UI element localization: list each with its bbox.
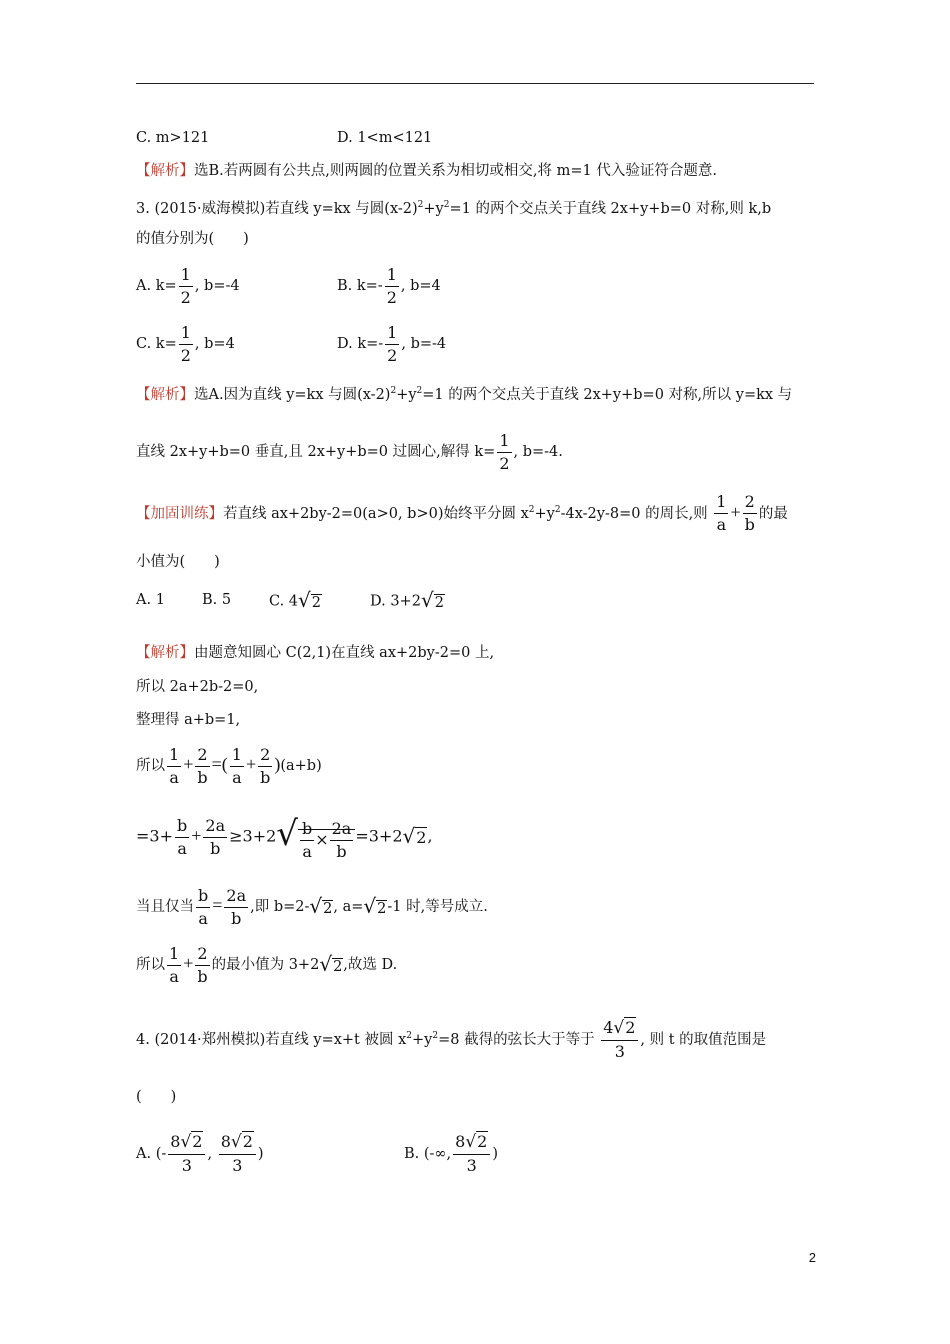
square-root — [465, 1134, 488, 1151]
fraction — [497, 430, 511, 473]
numerator: 1 — [499, 430, 510, 450]
comma: , — [427, 826, 433, 846]
training-option-a: A. 1 — [136, 592, 165, 608]
solution-text: 当且仅当 — [136, 899, 194, 915]
solution-text: (a+b) — [280, 758, 322, 774]
square-root — [309, 885, 333, 930]
numerator: 2 — [197, 744, 208, 764]
fraction — [179, 264, 193, 307]
radicand: 2 — [192, 1132, 203, 1151]
option-value: , b=4 — [400, 278, 441, 294]
solution-tag: 【解析】 — [136, 386, 194, 403]
page-number: 2 — [808, 1250, 816, 1265]
radicand: 2 — [625, 1017, 636, 1037]
training-option-b: B. 5 — [202, 592, 232, 608]
question-4-line-1 — [136, 1013, 766, 1063]
option-c: C. m>121 — [136, 130, 210, 146]
fraction — [179, 322, 193, 365]
training-option-d — [370, 585, 445, 618]
solution-text: =1 的两个交点关于直线 2x+y+b=0 对称,所以 y=kx 与 — [422, 386, 793, 403]
denominator: 2 — [180, 345, 191, 365]
radical-sign: √ — [613, 1017, 625, 1038]
plus-sign: + — [245, 754, 257, 774]
numerator: b — [301, 819, 313, 838]
numerator: 1 — [180, 264, 191, 284]
question-text: 4. (2014·郑州模拟)若直线 y=x+t 被圆 x — [136, 1031, 407, 1048]
numerator: 1 — [169, 744, 180, 764]
fraction — [230, 744, 244, 787]
square-root — [363, 885, 387, 930]
plus-sign: + — [183, 953, 194, 973]
option-value: , b=-4 — [194, 278, 240, 294]
question-3-option-a — [136, 266, 240, 306]
superscript: 2 — [528, 505, 535, 515]
fraction — [300, 821, 314, 860]
fraction — [258, 744, 272, 787]
fraction — [453, 1134, 490, 1174]
square-root — [298, 585, 322, 618]
solution-3-line-1 — [136, 381, 792, 405]
paren: ) — [274, 754, 281, 774]
equals-sign: = — [211, 754, 222, 774]
training-text: 的最 — [758, 505, 788, 522]
fraction — [743, 494, 757, 533]
fraction — [167, 744, 181, 787]
separator: , — [207, 1146, 217, 1162]
numerator: 1 — [387, 322, 398, 342]
square-root — [276, 809, 355, 865]
question-3-option-d — [337, 324, 446, 364]
training-solution-line-4 — [136, 743, 322, 787]
training-option-c — [269, 585, 322, 618]
solution-text: 所以 — [136, 758, 165, 774]
square-root — [403, 811, 428, 863]
fraction — [175, 815, 189, 858]
question-text: 则 t 的取值范围是 — [649, 1031, 767, 1048]
numerator: b — [198, 885, 209, 905]
square-root — [180, 1134, 203, 1151]
denominator: b — [224, 907, 248, 927]
fraction — [385, 264, 399, 307]
training-text: -4x-2y-8=0 的周长,则 — [560, 505, 708, 522]
superscript: 2 — [417, 200, 424, 210]
training-text: +y — [534, 505, 555, 522]
numerator — [168, 1134, 205, 1154]
fraction — [385, 322, 399, 365]
numerator: 2a — [331, 819, 352, 838]
training-solution-line-2: 所以 2a+2b-2=0, — [136, 679, 259, 695]
training-solution-line-6 — [136, 884, 488, 930]
superscript: 2 — [416, 386, 423, 396]
coefficient: 4 — [603, 1017, 614, 1037]
numerator: 1 — [386, 264, 397, 284]
option-label: C. 4 — [269, 593, 299, 610]
radical-sign: √ — [363, 893, 377, 918]
solution-text: =3+2 — [355, 826, 403, 846]
denominator: a — [175, 837, 189, 857]
solution-text: 直线 2x+y+b=0 垂直,且 2x+y+b=0 过圆心,解得 k= — [136, 444, 496, 460]
radical-sign: √ — [180, 1132, 192, 1152]
radicand: 2 — [477, 1132, 488, 1151]
solution-text: 由题意知圆心 C(2,1)在直线 ax+2by-2=0 上, — [194, 645, 495, 661]
question-4-option-a — [136, 1131, 264, 1177]
question-text: +y — [412, 1031, 433, 1048]
comma: , — [640, 1031, 646, 1048]
radicand: 2 — [311, 595, 322, 611]
option-label: B. (-∞, — [404, 1146, 452, 1162]
numerator: 2a — [226, 885, 247, 905]
fraction — [195, 744, 209, 787]
question-4-line-2: ( ) — [136, 1089, 177, 1105]
question-text: =8 截得的弦长大于等于 — [438, 1031, 595, 1048]
numerator: 2a — [205, 815, 226, 835]
solution-text: ≥3+2 — [229, 826, 277, 846]
question-3-option-b — [337, 266, 441, 306]
option-value: , b=-4 — [401, 336, 447, 352]
solution-text: 所以 — [136, 957, 165, 973]
denominator: 2 — [180, 287, 191, 307]
numerator: 2 — [744, 492, 755, 512]
denominator: b — [744, 515, 755, 535]
radical-sign: √ — [230, 1132, 242, 1152]
denominator: a — [167, 965, 181, 985]
training-text: 若直线 ax+2by-2=0(a>0, b>0)始终平分圆 x — [223, 505, 529, 522]
coefficient: 8 — [170, 1132, 181, 1151]
radical-sign: √ — [319, 951, 333, 976]
denominator: b — [197, 966, 208, 986]
question-text: 3. (2015·威海模拟)若直线 y=kx 与圆(x-2) — [136, 200, 418, 217]
radicand: 2 — [333, 958, 343, 975]
solution-text: 选A.因为直线 y=kx 与圆(x-2) — [194, 386, 391, 403]
training-solution-line-7 — [136, 942, 397, 988]
radical-sign: √ — [465, 1132, 477, 1152]
solution-2 — [136, 161, 717, 181]
option-d: D. 1<m<121 — [337, 130, 433, 146]
square-root — [613, 1017, 636, 1038]
question-text: =1 的两个交点关于直线 2x+y+b=0 对称,则 k,b — [449, 200, 772, 217]
numerator: 2 — [260, 744, 271, 764]
question-text: +y — [423, 200, 444, 217]
solution-text: 选B.若两圆有公共点,则两圆的位置关系为相切或相交,将 m=1 代入验证符合题意. — [194, 163, 717, 179]
radicand: 2 — [377, 900, 387, 917]
fraction — [168, 1134, 205, 1174]
option-label: B. k=- — [337, 278, 383, 294]
option-label: A. (- — [136, 1146, 167, 1162]
option-label: A. k= — [136, 278, 177, 294]
radical-sign: √ — [309, 893, 323, 918]
numerator: 2 — [197, 943, 208, 963]
question-3-line-1 — [136, 195, 771, 219]
radical-sign: √ — [298, 588, 311, 612]
radicand: 2 — [434, 595, 444, 611]
radicand: 2 — [323, 900, 333, 917]
solution-text: , a= — [333, 899, 364, 915]
denominator: a — [300, 840, 314, 860]
denominator: 2 — [387, 345, 398, 365]
solution-text: +y — [396, 386, 417, 403]
plus-sign: + — [730, 501, 741, 522]
fraction — [219, 1134, 256, 1174]
denominator: b — [260, 767, 271, 787]
training-solution-line-5 — [136, 809, 433, 865]
solution-text: , b=-4. — [513, 444, 563, 460]
radicand: 2 — [416, 828, 427, 847]
option-label: ) — [492, 1146, 499, 1162]
radical-sign: √ — [420, 588, 434, 612]
denominator: 3 — [601, 1040, 638, 1060]
denominator: 3 — [168, 1154, 205, 1174]
superscript: 2 — [406, 1031, 413, 1041]
plus-sign: + — [191, 825, 202, 846]
denominator: b — [330, 840, 354, 860]
square-root — [319, 943, 343, 988]
denominator: a — [167, 766, 181, 786]
fraction — [203, 815, 227, 858]
numerator: 1 — [169, 943, 180, 963]
numerator: 1 — [716, 492, 727, 512]
training-solution-line-1 — [136, 643, 494, 663]
denominator: a — [196, 907, 210, 927]
solution-tag: 【解析】 — [136, 645, 194, 661]
superscript: 2 — [443, 200, 450, 210]
denominator: a — [230, 766, 244, 786]
equals-sign: = — [212, 895, 223, 915]
fraction — [601, 1017, 638, 1061]
radicand: 2 — [242, 1132, 253, 1151]
fraction — [196, 885, 210, 928]
question-3-line-2: 的值分别为( ) — [136, 231, 249, 247]
header-rule — [136, 83, 814, 84]
denominator: 3 — [219, 1154, 256, 1174]
training-solution-line-3: 整理得 a+b=1, — [136, 712, 241, 728]
denominator: b — [203, 837, 227, 857]
solution-text: ,故选 D. — [343, 957, 398, 973]
denominator: b — [197, 767, 208, 787]
fraction — [330, 821, 354, 860]
numerator — [219, 1134, 256, 1154]
paren: ( — [221, 754, 228, 774]
plus-sign: + — [183, 754, 194, 774]
solution-text: 的最小值为 3+2 — [211, 957, 320, 973]
question-3-option-c — [136, 324, 235, 364]
coefficient: 8 — [455, 1132, 466, 1151]
fraction — [195, 943, 209, 986]
fraction — [167, 943, 181, 986]
superscript: 2 — [390, 386, 397, 396]
solution-3-line-2 — [136, 432, 563, 472]
option-label: D. k=- — [337, 336, 384, 352]
numerator: 1 — [231, 744, 242, 764]
solution-text: ,即 b=2- — [250, 899, 310, 915]
numerator: b — [177, 815, 188, 835]
times-sign: × — [315, 830, 329, 849]
training-line-2: 小值为( ) — [136, 554, 220, 570]
square-root — [231, 1134, 254, 1151]
denominator: 2 — [386, 287, 397, 307]
training-tag: 【加固训练】 — [136, 505, 223, 522]
coefficient: 8 — [220, 1132, 231, 1151]
fraction — [224, 885, 248, 928]
radical-sign: √ — [402, 824, 416, 848]
radicand — [298, 819, 355, 861]
numerator: 1 — [180, 322, 191, 342]
superscript: 2 — [554, 505, 561, 515]
option-value: , b=4 — [194, 336, 235, 352]
training-line-1 — [136, 490, 788, 534]
solution-text: -1 时,等号成立. — [387, 899, 488, 915]
superscript: 2 — [432, 1031, 439, 1041]
question-4-option-b — [404, 1131, 498, 1177]
option-label: ) — [257, 1146, 264, 1162]
solution-text: =3+ — [136, 826, 173, 846]
solution-tag: 【解析】 — [136, 163, 194, 179]
denominator: 3 — [453, 1154, 490, 1174]
radical-sign: √ — [276, 814, 298, 854]
denominator: a — [714, 513, 728, 533]
denominator: 2 — [499, 453, 510, 473]
numerator — [601, 1017, 638, 1040]
fraction — [714, 494, 728, 533]
option-label: D. 3+2 — [370, 593, 421, 610]
option-label: C. k= — [136, 336, 177, 352]
numerator — [453, 1134, 490, 1154]
square-root — [421, 585, 445, 618]
